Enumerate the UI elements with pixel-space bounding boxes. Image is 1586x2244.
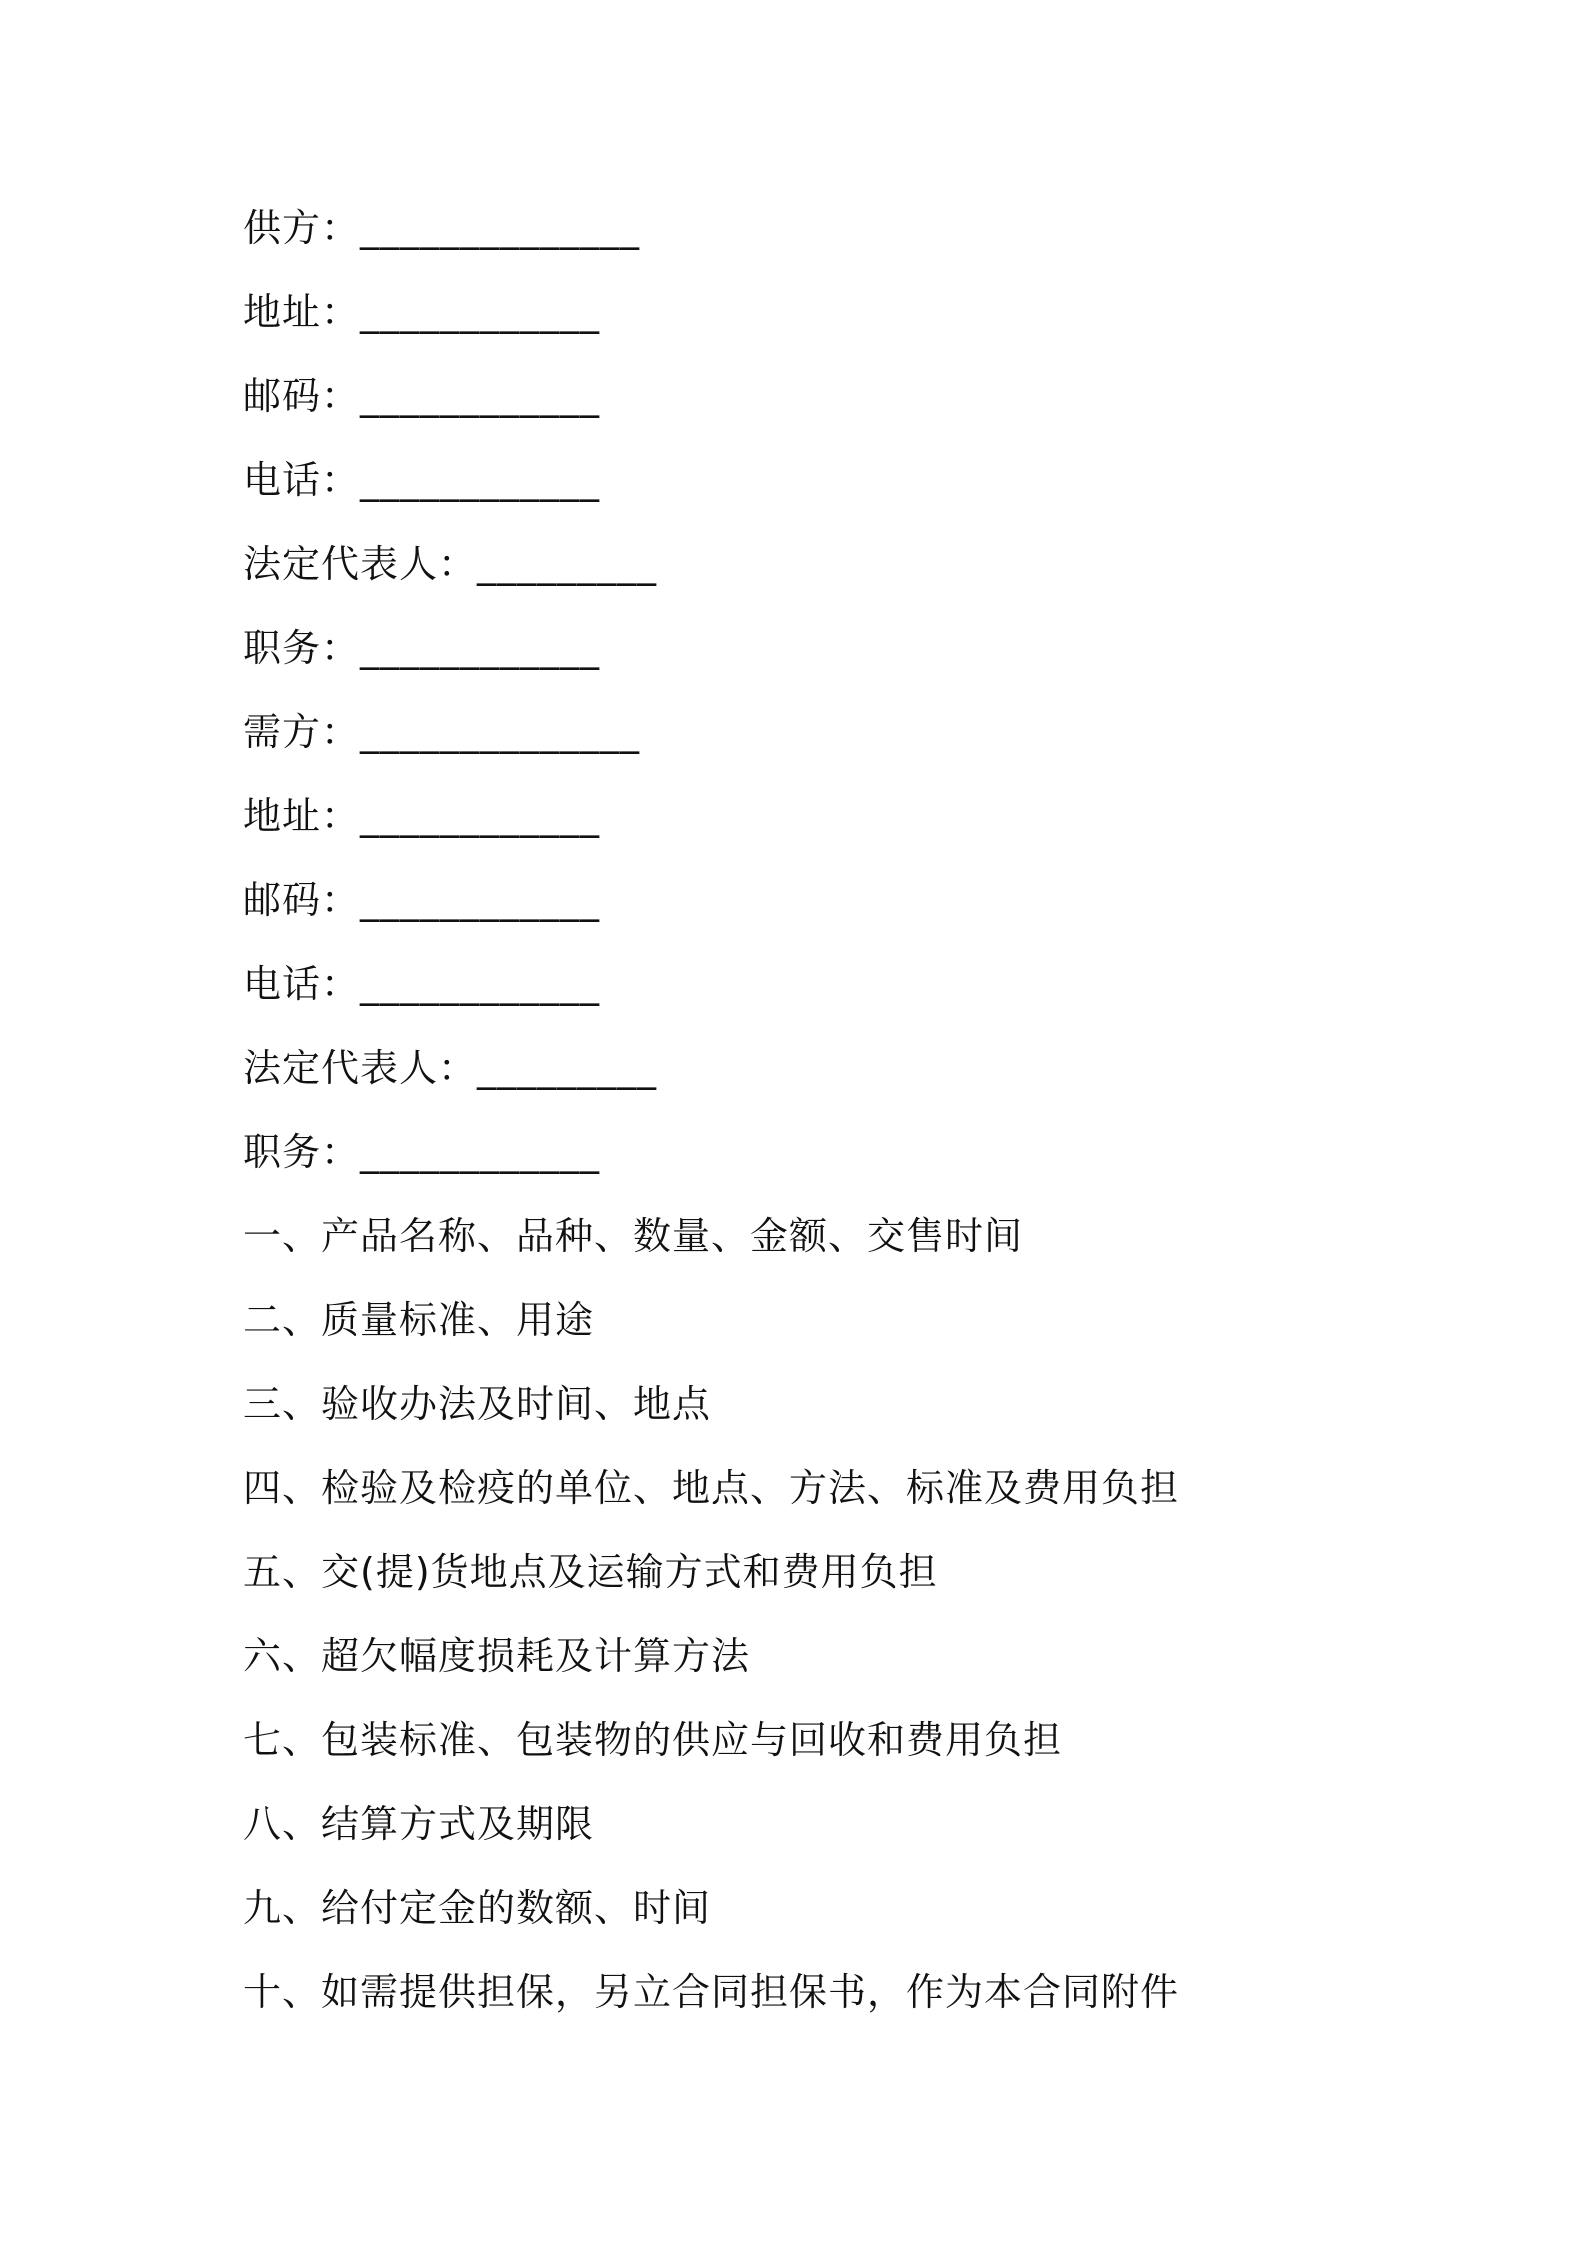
buyer-phone-field: 电话：____________: [243, 962, 601, 1006]
supplier-phone-field: 电话：____________: [243, 458, 601, 502]
supplier-postcode-field: 邮码：____________: [243, 374, 601, 418]
supplier-party-field: 供方：______________: [243, 206, 641, 250]
supplier-address-field: 地址：____________: [243, 290, 601, 334]
supplier-position-field: 职务：____________: [243, 626, 601, 670]
clause-7: 七、包装标准、包装物的供应与回收和费用负担: [243, 1718, 1063, 1762]
buyer-postcode-field: 邮码：____________: [243, 878, 601, 922]
buyer-position-field: 职务：____________: [243, 1130, 601, 1174]
clause-2: 二、质量标准、用途: [243, 1298, 595, 1342]
buyer-legal-representative-field: 法定代表人：_________: [243, 1046, 658, 1090]
buyer-address-field: 地址：____________: [243, 794, 601, 838]
clause-1: 一、产品名称、品种、数量、金额、交售时间: [243, 1214, 1024, 1258]
clause-3: 三、验收办法及时间、地点: [243, 1382, 712, 1426]
clause-6: 六、超欠幅度损耗及计算方法: [243, 1634, 751, 1678]
contract-content: [243, 198, 1443, 2046]
buyer-party-field: 需方：______________: [243, 710, 641, 754]
clause-9: 九、给付定金的数额、时间: [243, 1886, 712, 1930]
clause-8: 八、结算方式及期限: [243, 1802, 595, 1846]
clause-4: 四、检验及检疫的单位、地点、方法、标准及费用负担: [243, 1466, 1180, 1510]
supplier-legal-representative-field: 法定代表人：_________: [243, 542, 658, 586]
clause-5: 五、交(提)货地点及运输方式和费用负担: [243, 1550, 938, 1594]
clause-10: 十、如需提供担保，另立合同担保书，作为本合同附件: [243, 1970, 1180, 2014]
